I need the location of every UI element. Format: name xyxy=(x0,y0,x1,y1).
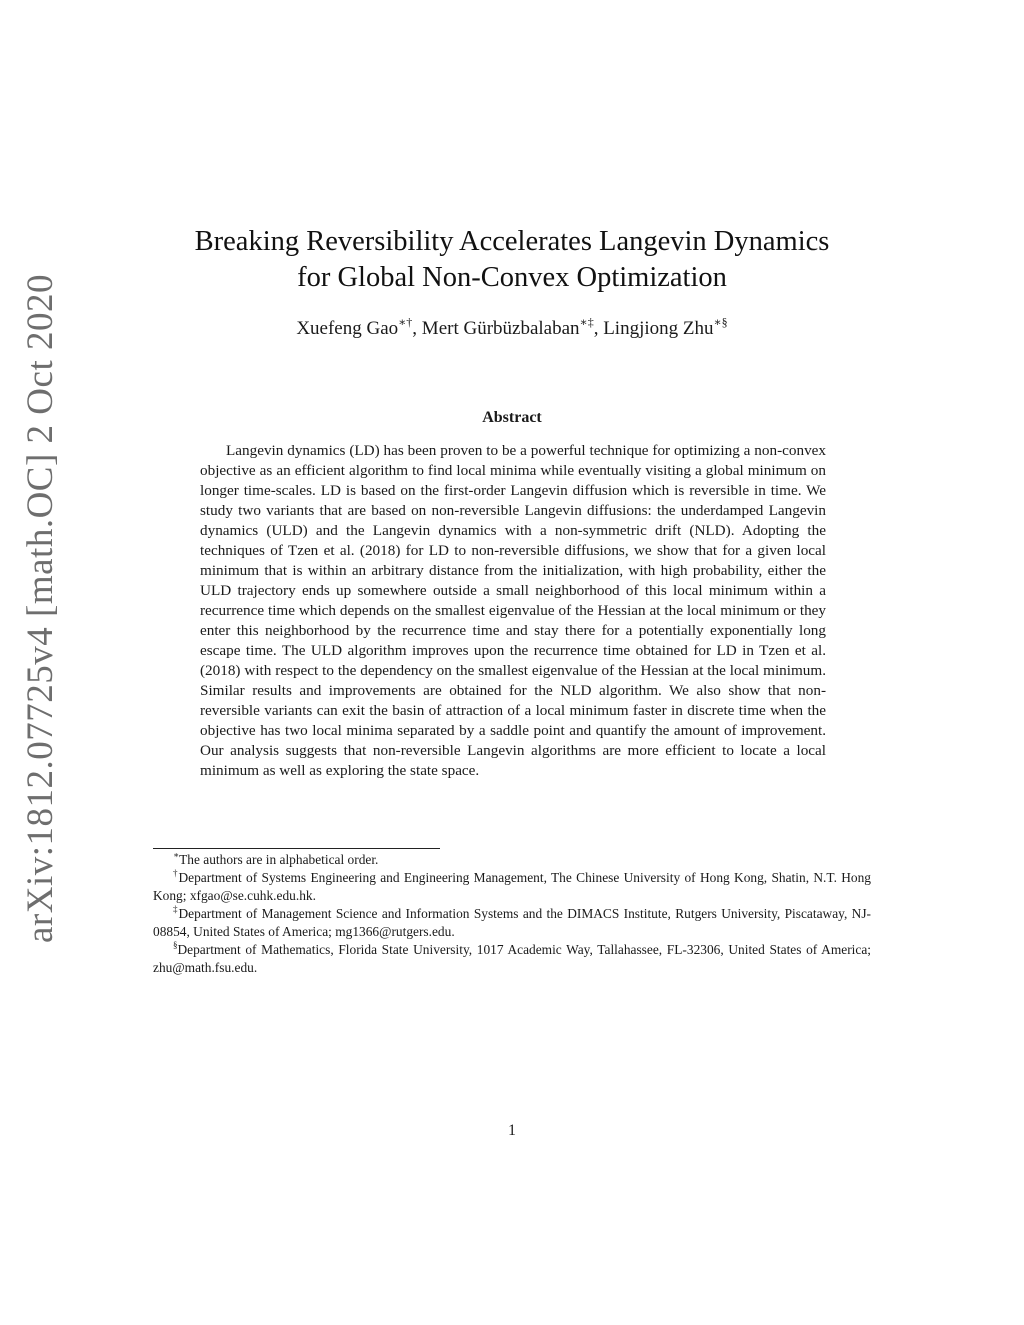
footnote-mark: ∗ xyxy=(173,850,180,860)
footnote xyxy=(153,905,871,941)
author-affiliation-marks: ∗† xyxy=(398,315,413,329)
footnote-mark: ‡ xyxy=(173,904,179,914)
author-affiliation-marks: ∗‡ xyxy=(579,315,594,329)
paper-title xyxy=(150,224,874,296)
footnote-text: The authors are in alphabetical order. xyxy=(179,852,379,867)
footnote-rule xyxy=(153,848,440,849)
footnote xyxy=(153,869,871,905)
footnote xyxy=(153,941,871,977)
footnote-text: Department of Systems Engineering and Engineering Management, The Chinese University of Hong Kong, Shatin, N.T. Hong Kong; xfgao@se.cuhk.edu.hk. xyxy=(153,870,872,903)
author-name: Mert Gürbüzbalaban xyxy=(421,318,580,339)
abstract-heading: Abstract xyxy=(482,409,542,426)
arxiv-identifier-stamp: arXiv:1812.07725v4 [math.OC] 2 Oct 2020 xyxy=(20,274,61,943)
abstract-text: Langevin dynamics (LD) has been proven to be a powerful technique for optimizing a non-convex objective as an efficient algorithm to find local minima while eventually visiting a global minimum on longer time-scales. LD is based on the first-order Langevin diffusion which is reversible in time. We study two variants that are based on non-reversible Langevin diffusions: the underdamped Langevin dynamics (ULD) and the Langevin dynamics with a non-symmetric drift (NLD). Adopting the techniques of Tzen et al. (2018) for LD to non-reversible diffusions, we show that for a given local minimum that is within an arbitrary distance from the initialization, with high probability, either the ULD trajectory ends up somewhere outside a small neighborhood of this local minimum within a recurrence time which depends on the smallest eigenvalue of the Hessian at the local minimum or they enter this neighborhood by the recurrence time and stay there for a potentially exponentially long escape time. The ULD algorithm improves upon the recurrence time obtained for LD in Tzen et al. (2018) with respect to the dependency on the smallest eigenvalue of the Hessian at the local minimum. Similar results and improvements are obtained for the NLD algorithm. We also show that non-reversible variants can exit the basin of attraction of a local minimum faster in discrete time when the objective has two local minima separated by a saddle point and quantify the amount of improvement. Our analysis suggests that non-reversible Langevin algorithms are more efficient to locate a local minimum as well as exploring the state space. xyxy=(200,442,826,779)
author-name: Lingjiong Zhu xyxy=(603,318,714,339)
author-name: Xuefeng Gao xyxy=(296,318,399,339)
footnote-text: Department of Management Science and Information Systems and the DIMACS Institute, Rutgers University, Piscataway, NJ-08854, United States of America; mg1366@rutgers.edu. xyxy=(153,906,872,939)
page-number: 1 xyxy=(508,1122,516,1139)
footnotes xyxy=(153,851,871,977)
author-list: Xuefeng Gao∗†, Mert Gürbüzbalaban∗‡, Lingjiong Zhu∗§ xyxy=(296,315,728,339)
footnote-mark: † xyxy=(173,868,179,878)
author-affiliation-marks: ∗§ xyxy=(713,315,728,329)
title-line-1: Breaking Reversibility Accelerates Langevin Dynamics xyxy=(194,226,830,257)
footnote xyxy=(153,851,871,869)
footnote-mark: § xyxy=(173,940,178,950)
footnote-text: Department of Mathematics, Florida State University, 1017 Academic Way, Tallahassee, FL-32306, United States of America; zhu@math.fsu.edu. xyxy=(153,942,871,975)
title-line-2: for Global Non-Convex Optimization xyxy=(297,262,727,293)
